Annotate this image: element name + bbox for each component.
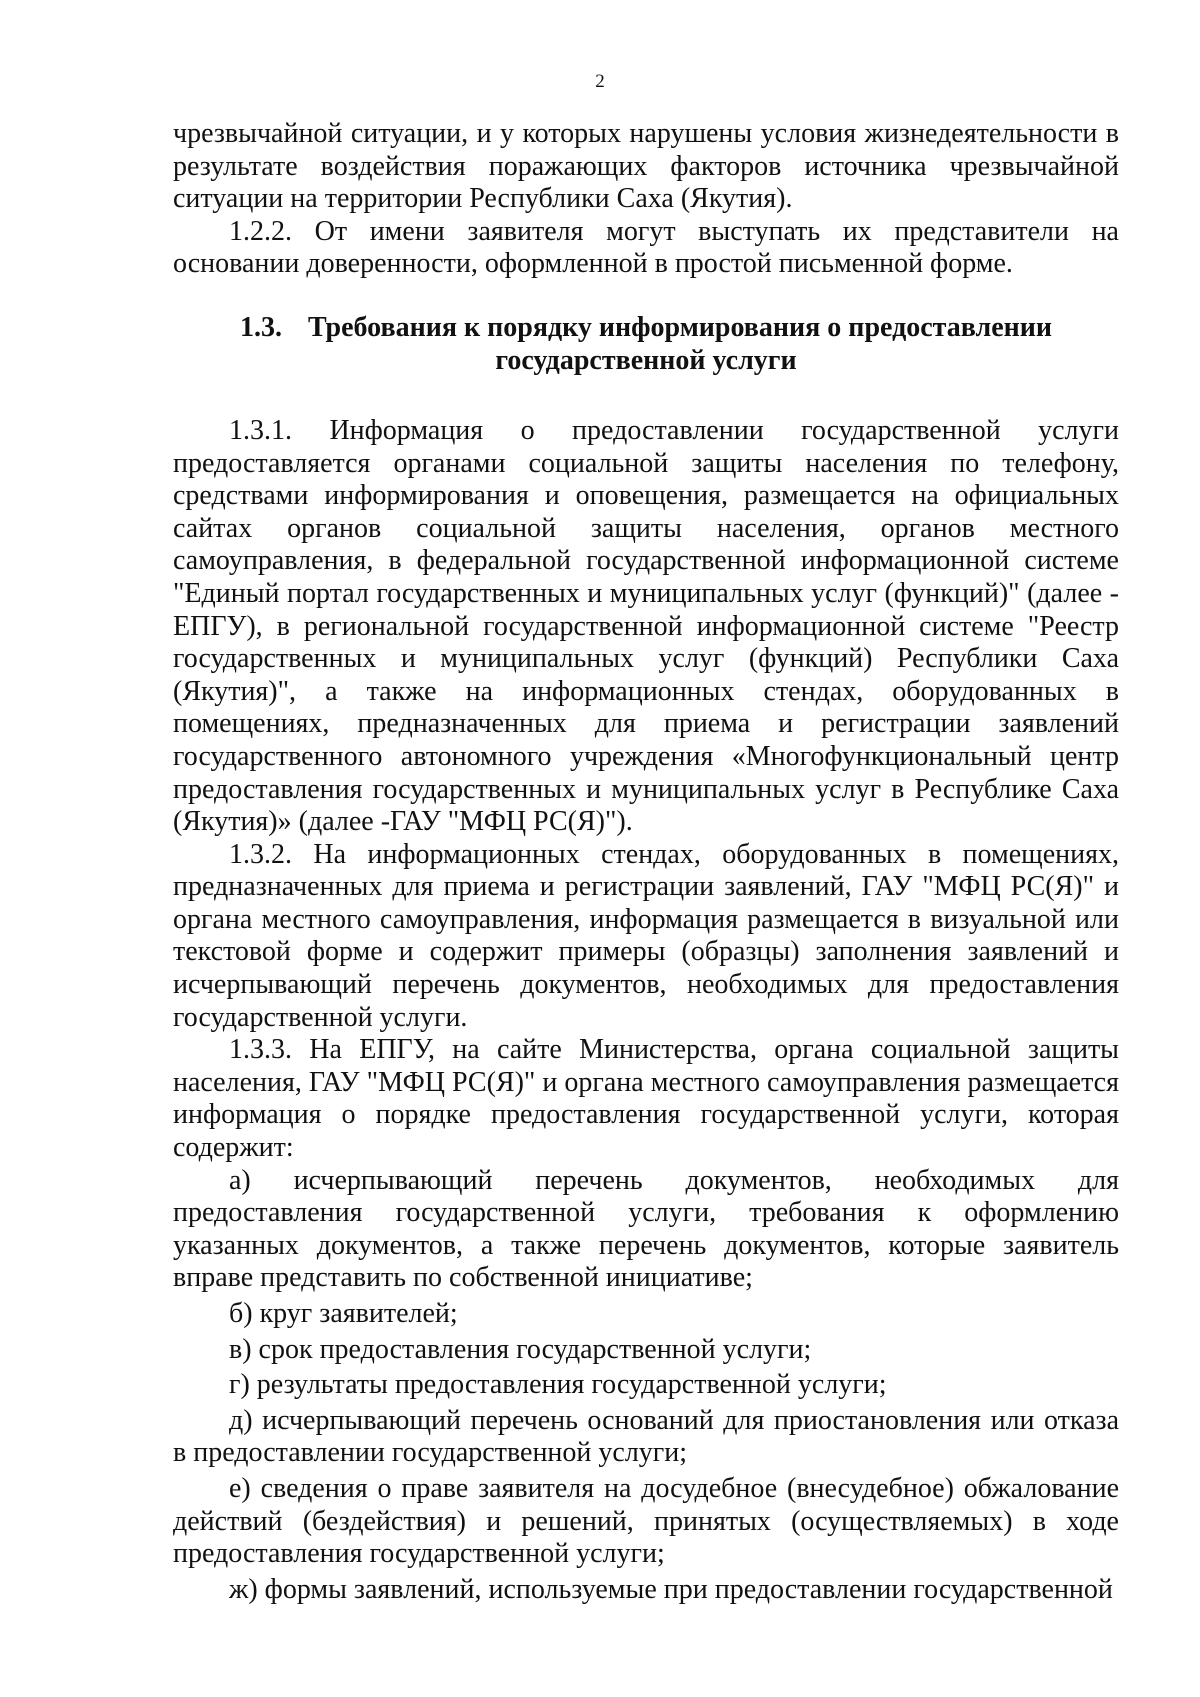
list-item: в) срок предоставления государственной услуги; xyxy=(229,1333,812,1365)
section-heading xyxy=(173,311,1119,377)
section-title: Требования к порядку информирования о предоставлении государственной услуги xyxy=(307,311,1053,376)
paragraph: 1.2.2. От имени заявителя могут выступать их представители на основании доверенности, оформленной в простой письменной форме. xyxy=(173,215,1119,280)
list-item: б) круг заявителей; xyxy=(229,1298,458,1329)
section-number: 1.3. xyxy=(239,311,282,343)
document-body xyxy=(173,118,1119,1606)
list-item: д) исчерпывающий перечень оснований для приостановления или отказа в предоставлении государственной услуги; xyxy=(173,1404,1119,1469)
page-number: 2 xyxy=(595,71,605,92)
list-item: е) сведения о праве заявителя на досудебное (внесудебное) обжалование действий (бездействия) и решений, принятых (осуществляемых) в ходе предоставления государственной услуги; xyxy=(173,1472,1119,1570)
list-item: г) результаты предоставления государственной услуги; xyxy=(229,1369,887,1401)
paragraph: 1.3.2. На информационных стендах, оборудованных в помещениях, предназначенных для приема и регистрации заявлений, ГАУ "МФЦ РС(Я)" и органа местного самоуправления, информация размещается в визуальной или текстовой форме и содержит примеры (образцы) заполнения заявлений и исчерпывающий перечень документов, необходимых для предоставления государственной услуги. xyxy=(173,838,1119,1033)
paragraph: чрезвычайной ситуации, и у которых нарушены условия жизнедеятельности в результате воздействия поражающих факторов источника чрезвычайной ситуации на территории Республики Саха (Якутия). xyxy=(173,118,1119,215)
list-item: ж) формы заявлений, используемые при предоставлении государственной xyxy=(229,1573,1113,1605)
paragraph: 1.3.3. На ЕПГУ, на сайте Министерства, органа социальной защиты населения, ГАУ "МФЦ РС(Я)" и органа местного самоуправления размещается информация о порядке предоставления государственной услуги, которая содержит: xyxy=(173,1034,1119,1164)
paragraph: 1.3.1. Информация о предоставлении государственной услуги предоставляется органами социальной защиты населения по телефону, средствами информирования и оповещения, размещается на официальных сайтах органов социальной защиты населения, органов местного самоуправления, в федеральной государственной информационной системе "Единый портал государственных и муниципальных услуг (функций)" (далее - ЕПГУ), в региональной государственной информационной системе "Реестр государственных и муниципальных услуг (функций) Республики Саха (Якутия)", а также на информационных стендах, оборудованных в помещениях, предназначенных для приема и регистрации заявлений государственного автономного учреждения «Многофункциональный центр предоставления государственных и муниципальных услуг в Республике Саха (Якутия)» (далее -ГАУ "МФЦ РС(Я)"). xyxy=(173,414,1119,838)
list-item: а) исчерпывающий перечень документов, необходимых для предоставления государственной услуги, требования к оформлению указанных документов, а также перечень документов, которые заявитель вправе представить по собственной инициативе; xyxy=(173,1164,1119,1294)
